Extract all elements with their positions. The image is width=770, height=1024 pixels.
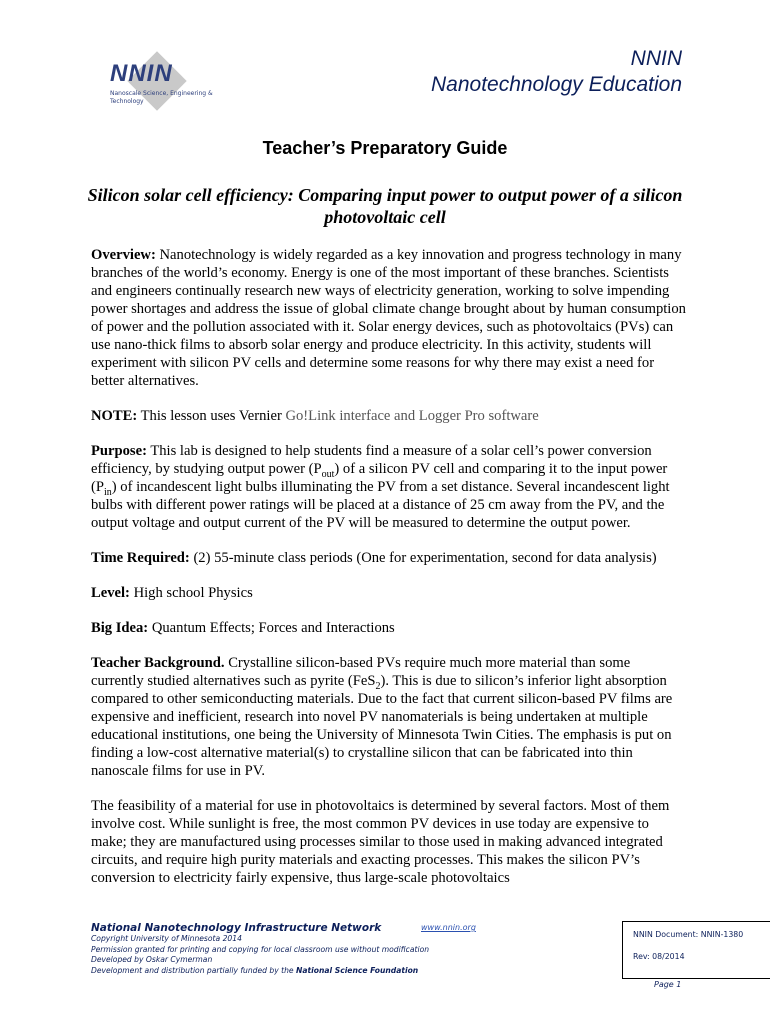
document-revision: Rev: 08/2014 bbox=[633, 952, 685, 961]
background-sub: 2 bbox=[375, 680, 381, 692]
purpose-text-3: ) of incandescent light bulbs illuminating the PV from a set distance. Several incandescent light bulbs with different power ratings will be placed at a distance of 25 cm away from the PV, and the output voltage and output current of the PV will be measured to determine the output power. bbox=[91, 479, 670, 531]
purpose-paragraph bbox=[91, 442, 686, 532]
page-subtitle: Silicon solar cell efficiency: Comparing input power to output power of a silicon photovoltaic cell bbox=[87, 185, 683, 227]
footer bbox=[91, 922, 511, 976]
bigidea-paragraph bbox=[91, 619, 686, 637]
footer-copyright: Copyright University of Minnesota 2014 bbox=[91, 934, 242, 943]
note-label: NOTE: bbox=[91, 408, 138, 424]
bigidea-label: Big Idea: bbox=[91, 620, 149, 636]
nnin-logo bbox=[96, 54, 216, 126]
document-body bbox=[91, 246, 686, 904]
page-title: Teacher’s Preparatory Guide bbox=[262, 138, 508, 158]
bigidea-text: Quantum Effects; Forces and Interactions bbox=[151, 620, 395, 636]
logo-tagline: Nanoscale Science, Engineering & Technology bbox=[110, 90, 213, 105]
time-label: Time Required: bbox=[91, 550, 190, 566]
purpose-text-2: ) of a silicon PV cell and comparing it to the input power (P bbox=[91, 461, 668, 495]
purpose-text-1: This lab is designed to help students find a measure of a solar cell’s power conversion efficiency, by studying output power (P bbox=[91, 443, 652, 477]
background-text-1: Crystalline silicon-based PVs require much more material than some currently studied alternatives such as pyrite (FeS bbox=[91, 655, 631, 689]
footer-funding-prefix: Development and distribution partially funded by the bbox=[91, 965, 294, 975]
footer-funding-org: National Science Foundation bbox=[296, 965, 419, 975]
header-line-1: NNIN bbox=[630, 47, 682, 70]
level-label: Level: bbox=[91, 585, 130, 601]
footer-developer: Developed by Oskar Cymerman bbox=[91, 955, 213, 964]
time-text: (2) 55-minute class periods (One for experimentation, second for data analysis) bbox=[193, 550, 657, 566]
footer-funding bbox=[91, 966, 511, 977]
purpose-sub-out: out bbox=[321, 468, 335, 480]
background-paragraph bbox=[91, 654, 686, 780]
background-label: Teacher Background. bbox=[91, 655, 225, 671]
purpose-label: Purpose: bbox=[91, 443, 147, 459]
time-paragraph bbox=[91, 549, 686, 567]
overview-text: Nanotechnology is widely regarded as a key innovation and progress technology in many branches of the world’s economy. Energy is one of the most important of these branches. Scientists and engineers continually research new ways of electricity generation, working to solve impending power shortages and address the issue of global climate change brought about by human consumption of power and the pollution associated with it. Solar energy devices, such as photovoltaics (PVs) can use nano-thick films to absorb solar energy and produce electricity. In this activity, students will experiment with silicon PV cells and determine some reasons for why there may exist a need for better alternatives. bbox=[91, 247, 686, 389]
feasibility-paragraph: The feasibility of a material for use in photovoltaics is determined by several factors. Most of them involve cost. While sunlight is free, the most common PV devices in use today are expensive to make; they are manufactured using processes similar to those used in making advanced integrated circuits, and require high purity materials and exacting processes. This makes the silicon PV’s conversion to electricity fairly expensive, thus large-scale photovoltaics bbox=[91, 798, 670, 886]
footer-org: National Nanotechnology Infrastructure Network bbox=[91, 922, 382, 934]
page-number: Page 1 bbox=[654, 980, 682, 989]
document-number: NNIN Document: NNIN-1380 bbox=[633, 930, 744, 939]
background-text-2: ). This is due to silicon’s inferior light absorption compared to other semiconducting materials. Due to the fact that current silicon-based PV films are expensive and inefficient, research into novel PV nanomaterials is being undertaken at multiple educational institutions, one being the University of Minnesota Twin Cities. The emphasis is put on finding a low-cost alternative material(s) to crystalline silicon that can be fabricated into thin nanoscale films for use in PV. bbox=[91, 673, 673, 779]
overview-label: Overview: bbox=[91, 247, 156, 263]
purpose-sub-in: in bbox=[103, 486, 112, 498]
document-info-box bbox=[622, 921, 770, 979]
level-paragraph bbox=[91, 584, 686, 602]
footer-permission: Permission granted for printing and copying for local classroom use without modification bbox=[91, 944, 430, 954]
logo-text: NNIN bbox=[110, 60, 173, 87]
footer-url-link[interactable]: www.nnin.org bbox=[421, 923, 476, 932]
overview-paragraph bbox=[91, 246, 686, 390]
header-line-2: Nanotechnology Education bbox=[430, 73, 682, 96]
note-link: Go!Link interface and Logger Pro software bbox=[285, 408, 539, 424]
level-text: High school Physics bbox=[133, 585, 253, 601]
note-text: This lesson uses Vernier bbox=[140, 408, 282, 424]
header-right bbox=[431, 46, 682, 98]
note-paragraph bbox=[91, 407, 686, 425]
